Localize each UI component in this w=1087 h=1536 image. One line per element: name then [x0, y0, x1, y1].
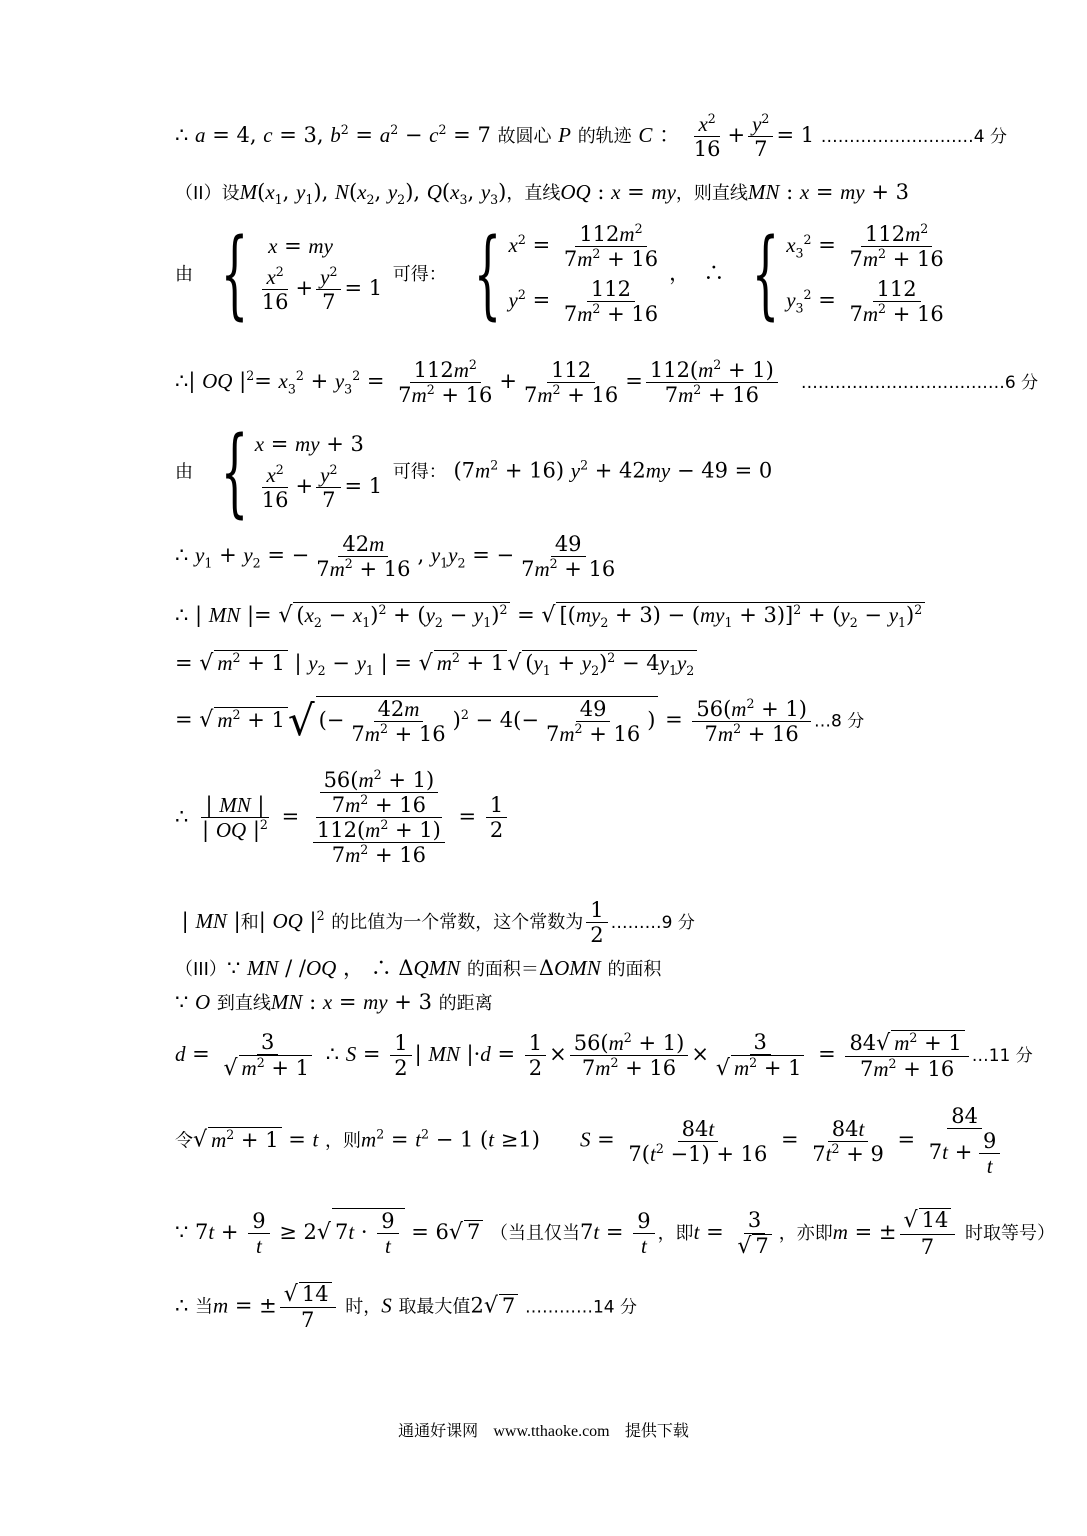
score-11: …11 分 [971, 1046, 1033, 1067]
text-guiji: 的轨迹 [577, 126, 632, 148]
line-11: | MN |和| OQ $|^2$ 的比值为一个常数，这个常数为 $\frac{1}{2}$ ………9 分 [175, 898, 695, 948]
text-ji: ，即 [657, 1223, 694, 1245]
footer-download-text: 提供下载 [624, 1421, 689, 1440]
text-ling: 令 [175, 1130, 193, 1152]
text-qudenghao: 时取等号） [965, 1223, 1055, 1245]
text-yiji: ，亦即 [778, 1223, 833, 1245]
text-kede-1: 可得： [392, 263, 447, 285]
line-15: 令√ $m^2 + 1 = t$ ，则$m^2 = t^2 - 1$ (t ≥1) S = $\frac{84t}{7(t^2 -1) + 16}$ = $\frac{84t}{7t^2 + 9}$ = 84 7t + $\frac{9}{t}$ [175, 1104, 1007, 1178]
text-shi: 时， [345, 1296, 382, 1318]
footer-site-name: 通通好课网 [398, 1421, 479, 1440]
text-to-line: 到直线 [216, 993, 271, 1014]
score-8: …8 分 [813, 711, 865, 732]
text-ze: ，则 [325, 1130, 362, 1152]
text-zezhixian: ，则直线 [675, 183, 748, 204]
text-you-2: 由 [175, 461, 193, 483]
part-iii-label: （III） [175, 959, 227, 980]
text-quzuidazhi: 取最大值 [398, 1296, 471, 1318]
line-7: ∴ | MN |= √ $(x_2 - x_1)^2 + (y_2 - y_1)^2$ = √ $[(my_2 + 3) - (my_1 + 3)]^2 + (y_2 - y_1)^2$ [175, 602, 925, 630]
line-14: d = $\frac{3}{√ m^2 + 1}$ ∴ S = $\frac{1}{2}$ | MN |·d = $\frac{1}{2}$ × $\frac{56(m^2 + 1)}{7m^2 + 16}$ × $\frac{3}{√ m^2 + 1}$ = $\frac{84√ m^2 + 1}{7m^2 + 16}$ …11 分 [175, 1030, 1033, 1082]
score-9: ………9 分 [610, 913, 695, 934]
text-dangqiejindang: （当且仅当 [490, 1223, 581, 1245]
text-kede-2: 可得： [392, 461, 447, 483]
line-12: （III）∵ MN / /OQ ， ∴ ΔQMN 的面积＝ΔOMN 的面积 [175, 956, 662, 980]
text-zhixian: ，直线 [506, 183, 561, 204]
line-10: ∴ $\frac{| MN |}{| OQ |^2}$ = $\frac{\frac{56(m^2 + 1)}{7m^2 + 16}}{\frac{112(m^2 + 1)}{7m^2 + 16}}$ = $\frac{1}{2}$ [175, 768, 510, 868]
text-you-1: 由 [175, 263, 193, 285]
part-ii-label: （II）设 [175, 183, 240, 204]
text-dang: 当 [195, 1296, 214, 1318]
score-6: ………………………………6 分 [800, 373, 1039, 394]
text-guyuanxin: 故圆心 [497, 126, 552, 148]
text-distance: 的距离 [438, 993, 493, 1014]
line-13: ∵ O 到直线MN : x = my + 3 的距离 [175, 990, 493, 1014]
line-5: 由 { x = my + 3 $\frac{x^2}{16}$ + $\frac{y^2}{7}$ = 1 可得： $(7m^2 + 16) y^2 + 42my - 49 = 0$ [175, 416, 773, 528]
line-17: ∴ 当m = ± $\frac{√ 14}{7}$ 时，S 取最大值2√ 7 …………14 分 [175, 1282, 637, 1333]
text-constant-ratio: 的比值为一个常数，这个常数为 [331, 912, 584, 934]
line-8: = √ $m^2 + 1$ | $y_2 - y_1$ | = √ $m^2 + 1$ √ $(y_1 + y_2)^2 - 4y_1y_2$ [175, 650, 697, 678]
line-3: 由 { x = my $\frac{x^2}{16}$ + $\frac{y^2}{7}$ = 1 可得： { $x^2$ = $\frac{112m^2}{7m^2 + 16}$ $y^2$ = $\frac{112}{7m^2 + 16}$ ， ∴ { $x_3^2$ = $\frac{112m^2}{7m^2 + 16}$ $y_3^2$ = $\frac{112}{7m^2 + 16}$ [175, 218, 944, 331]
line-2: （II）设$M(x_1$, $y_1$), $N(x_2$, $y_2$), $Q(x_3$, $y_3$)，直线OQ : x = my，则直线MN : x = my + 3 [175, 180, 909, 208]
line-16: ∵ 7t + $\frac{9}{t}$ ≥ 2√ 7t · $\frac{9}{t}$ = 6√ 7 （当且仅当7t = $\frac{9}{t}$ ，即t = $\frac{3}{√ 7}$ ，亦即m = ± $\frac{√ 14}{7}$ 时取等号） [175, 1208, 1055, 1259]
text-area: 的面积 [607, 959, 662, 980]
page-footer [0, 1418, 1087, 1441]
score-14: …………14 分 [524, 1297, 637, 1318]
line-9: = √ $m^2 + 1√$ (− $\frac{42m}{7m^2 + 16}$ )$^2$ − 4(− $\frac{49}{7m^2 + 16}$ ) = $\frac{56(m^2 + 1)}{7m^2 + 16}$ …8 分 [175, 695, 865, 747]
line-6: ∴ $y_1 + y_2$ = − $\frac{42m}{7m^2 + 16}$ , $y_1y_2$ = − $\frac{49}{7m^2 + 16}$ [175, 532, 616, 582]
score-4: ………………………4 分 [820, 127, 1007, 148]
footer-url[interactable]: www.tthaoke.com [493, 1423, 610, 1440]
line-1: ∴ a = 4, c = 3, $b^2 = a^2 - c^2 = 7$ 故圆心 P 的轨迹 C ： $\frac{x^2}{16}$ + $\frac{y^2}{7}$ = 1 ………………………4 分 [175, 111, 1007, 162]
text-he: 和 [240, 912, 259, 934]
line-4: ∴| OQ $|^2= x_3^2 + y_3^2$ = $\frac{112m^2}{7m^2 + 16}$ + $\frac{112}{7m^2 + 16}$ = $\frac{112(m^2 + 1)}{7m^2 + 16}$ ………………………………6 分 [175, 357, 1039, 408]
text-area-eq: 的面积＝ [466, 959, 539, 980]
